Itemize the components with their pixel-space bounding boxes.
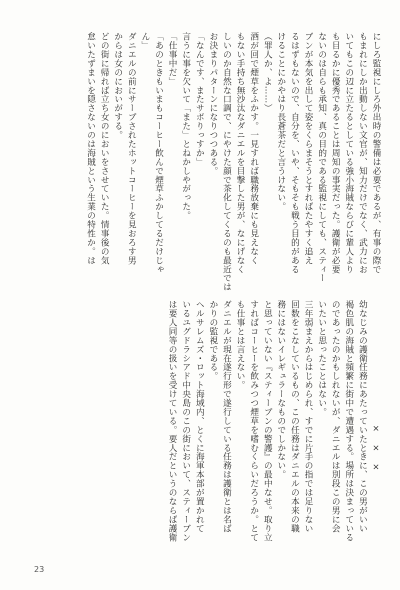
- text-block-upper: [83, 32, 382, 294]
- text-line: 言うに事を欠いて「また」とねかしやがった。: [180, 32, 191, 220]
- text-line: 「なんです、またサボりっすか」: [194, 32, 205, 167]
- text-line: ダニエルの前にサーブされたホットコーヒーを見おろす男: [126, 32, 137, 265]
- page-number: 23: [34, 565, 45, 574]
- text-line: 褐色肌の海賊と頻繁に街中で遭遇する。場所は決まっている: [343, 300, 354, 542]
- scene-break: × × ×: [371, 424, 381, 473]
- text-line: 幼なじみの護衛任務にあたっていたときに、この男がいい: [357, 300, 368, 533]
- text-line: お決まりパターンになりつつある。: [207, 32, 218, 176]
- text-line: 回数をこなしているもの、この任務はダニエルの本来の職: [289, 300, 300, 533]
- text-line: 怠いたずまいを隠さないのは海賊という生業の特性か。は: [85, 32, 96, 265]
- text-line: も仕事とは言えない。: [235, 300, 246, 390]
- text-line: 「あのときもいまもコーヒー飲んで煙草ふかしてるだけじゃ: [153, 32, 164, 274]
- text-line: ヘルサレムズ・ロット海域内、とくに海軍本部が置かれて: [194, 300, 205, 533]
- text-line: にしろ監視にしろ外出時の警備は必要であるが、有事の際で: [371, 32, 381, 274]
- text-line: 三年弱まえからはじめられ、すでに片手の指では足りない: [303, 300, 314, 533]
- text-line: 「仕事中だ」: [167, 32, 178, 86]
- text-line: 酒が回で煙草をふかす。一見すれば職務放棄にも見えなく: [248, 32, 259, 265]
- text-line: （罪人か、よ……）: [262, 32, 273, 113]
- text-line: からは女のにおいがする。: [112, 32, 123, 140]
- text-line: いるユグドラシアド中央島のこの街において、スティーブン: [180, 300, 191, 542]
- text-line: もない手持ち無沙汰なダニエルを目撃した男が、なにげなく: [235, 32, 246, 274]
- text-line: いたいと思ったことはない。: [316, 300, 327, 417]
- text-line: ん」: [139, 32, 150, 50]
- text-line: いてもこの辺に立たるとしている強小海賊ならびに輩人より: [343, 32, 354, 274]
- text-line: と思っていない『スティーブンの警護』の最中なせ。取り立: [262, 300, 273, 542]
- text-line: しいのか自然な口調で、にやけた顔で茶化してくるのも最近では: [221, 32, 232, 292]
- text-line: ないのは自らも承知、真の目的である監視にしても、スティー: [316, 32, 327, 283]
- text-line: もまれにしか出動しない文官が、知力だけでなく、武力にお: [357, 32, 368, 274]
- text-line: るはずもないので、自分を、いや、そもそも戦う目的がある: [289, 32, 300, 274]
- text-line: のであったのかもしれないが、ダニエルは別段この男に会: [330, 300, 341, 533]
- text-line: 務にはないイレギュラーなものでしかない。: [275, 300, 286, 479]
- text-block-lower: [165, 300, 383, 562]
- text-line: すればコーヒーを飲みつつ煙草を嗜むくらいだろうか。とて: [248, 300, 259, 542]
- text-line: けることにかやはり長蒼茶だと言うけない。: [275, 32, 286, 211]
- text-line: かりの監視である。: [207, 300, 218, 381]
- text-line: も目るかに優秀であることは周知の事実だった。護衛が必要: [330, 32, 341, 274]
- text-line: ブンが本気を出して姿をくらまそうとすればたやすく追え: [303, 32, 314, 265]
- text-line: は要人同等の扱いを受けている。要人だというのならば護衛: [167, 300, 178, 542]
- text-line: どの街に帰れば立ち女のにおいをさせていた。情事後の気: [99, 32, 110, 265]
- text-line: ダニエルが現在遂行形で遂行している任務は護衛とは名ば: [221, 300, 232, 533]
